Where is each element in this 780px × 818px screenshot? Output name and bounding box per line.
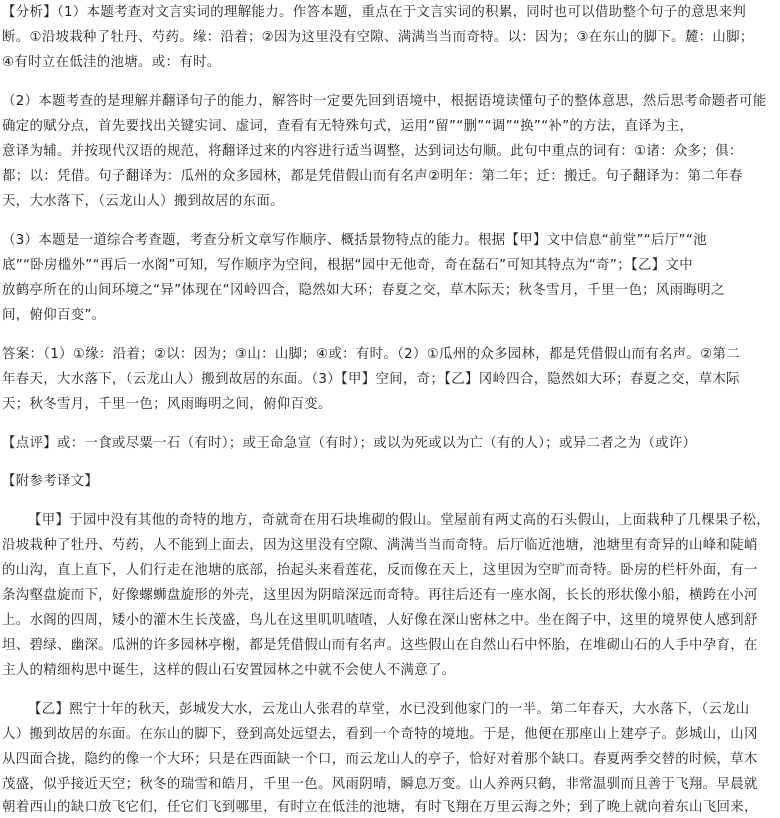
analysis-part1-line-1: 【分析】（1）本题考查对文言实词的理解能力。作答本题，重点在于文言实词的积累，同时也可以借助整个句子的意思来判 [2, 5, 747, 20]
translation-yi-line-3: 从四面合拢，隐约的像一个大环；只是在西面缺一个口，而云龙山人的亭子，恰好对着那个缺口。春夏两季交替的时候，草木 [2, 752, 758, 767]
analysis-part2-line-3: 意译为辅。并按现代汉语的规范，将翻译过来的内容进行适当调整，达到词达句顺。此句中重点的词有：①诸：众多；俱： [2, 144, 743, 159]
translation-yi-line-4: 茂盛，似乎接近天空；秋冬的瑞雪和皓月，千里一色。风雨阴晴，瞬息万变。山人养两只鹤，非常温驯而且善于飞翔。早晨就 [2, 777, 758, 792]
analysis-part3-line-1: （3）本题是一道综合考查题，考查分析文章写作顺序、概括景物特点的能力。根据【甲】文中信息“前堂”“后厅”“池 [2, 233, 707, 248]
analysis-part3-line-4: 间，俯仰百变”。 [2, 308, 106, 323]
analysis-part2-line-4: 都；以：凭借。句子翻译为：瓜州的众多园林，都是凭借假山而有名声②明年：第二年；迁：搬迁。句子翻译为：第二年春 [2, 169, 743, 184]
translation-jia-line-7: 主人的精细构思中诞生，这样的假山石安置园林之中就不会使人不满意了。 [2, 663, 456, 678]
analysis-part1-line-2: 断。①沿坡栽种了牡丹、芍药。缘：沿着；②因为这里没有空隙、满满当当而奇特。以：因为；③在东山的脚下。麓：山脚； [2, 30, 754, 45]
comment-line: 【点评】或：一食或尽粟一石（有时）；或王命急宣（有时）；或以为死或以为亡（有的人）；或异二者之为（或许） [2, 436, 697, 451]
analysis-part3-line-3: 放鹤亭所在的山间环境之“异”体现在“冈岭四合，隐然如大环；春夏之交，草木际天；秋冬雪月，千里一色；风雨晦明之 [2, 283, 725, 298]
translation-yi-line-2: 人）搬到故居的东面。在东山的脚下，登到高处远望去，看到一个奇特的境地。于是，他便在那座山上建亭子。彭城山，山冈 [2, 727, 758, 742]
translation-jia-line-3: 的山沟，直上直下，人们行走在池塘的底部，抬起头来看莲花，反而像在天上，这里因为空旷而奇特。卧房的栏杆外面，有一 [2, 563, 758, 578]
translation-jia-line-1: 【甲】于园中没有其他的奇特的地方，奇就奇在用石块堆砌的假山。堂屋前有两丈高的石头假山，上面栽种了几棵果子松， [28, 513, 770, 528]
analysis-part2-line-1: （2）本题考查的是理解并翻译句子的能力，解答时一定要先回到语境中，根据语境读懂句子的整体意思，然后思考命题者可能 [2, 94, 767, 109]
translation-jia-line-6: 坦、碧绿、幽深。瓜洲的许多园林亭榭，都是凭借假山而有名声。这些假山在自然山石中怀胎，在堆砌山石的人手中孕育，在 [2, 638, 758, 653]
answer-line-3: 天；秋冬雪月，千里一色；风雨晦明之间，俯仰百变。 [2, 397, 332, 412]
translation-heading: 【附参考译文】 [2, 474, 99, 489]
translation-jia-line-5: 上。水阁的四周，矮小的灌木生长茂盛，鸟儿在这里叽叽喳喳，人好像在深山密林之中。坐在阁子中，这里的境界使人感到舒 [2, 613, 758, 628]
translation-jia-line-4: 条沟壑盘旋而下，好像螺蛳盘旋形的外壳，这里因为阴暗深远而奇特。再往后还有一座水阁，长长的形状像小船，横跨在小河 [2, 588, 758, 603]
answer-line-1: 答案：（1）①缘：沿着；②以：因为；③山：山脚；④或：有时。（2）①瓜州的众多园林，都是凭借假山而有名声。②第二 [2, 347, 741, 362]
translation-yi-line-5: 朝着西山的缺口放飞它们，任它们飞到哪里，有时立在低洼的池塘，有时飞翔在万里云海之外；到了晚上就向着东山飞回来， [2, 800, 758, 815]
analysis-part3-line-2: 底”“卧房槛外”“再后一水阁”可知，写作顺序为空间，根据“园中无他奇，奇在磊石”可知其特点为“奇”；【乙】文中 [2, 258, 693, 273]
analysis-part2-line-2: 确定的赋分点，首先要找出关键实词、虚词，查看有无特殊句式，运用“留”“删”“调”“换”“补”的方法，直译为主， [2, 119, 694, 134]
translation-yi-line-1: 【乙】熙宁十年的秋天，彭城发大水，云龙山人张君的草堂，水已没到他家门的一半。第二年春天，大水落下，（云龙山 [28, 702, 750, 717]
analysis-part2-line-5: 天，大水落下，（云龙山人）搬到故居的东面。 [2, 194, 284, 209]
answer-line-2: 年春天，大水落下，（云龙山人）搬到故居的东面。（3）【甲】空间，奇；【乙】冈岭四合，隐然如大环；春夏之交，草木际 [2, 372, 740, 387]
analysis-part1-line-3: ④有时立在低洼的池塘。或：有时。 [2, 55, 221, 70]
translation-jia-line-2: 沿坡栽种了牡丹、芍药，人不能到上面去，因为这里没有空隙、满满当当而奇特。后厅临近池塘，池塘里有奇异的山峰和陡峭 [2, 538, 758, 553]
